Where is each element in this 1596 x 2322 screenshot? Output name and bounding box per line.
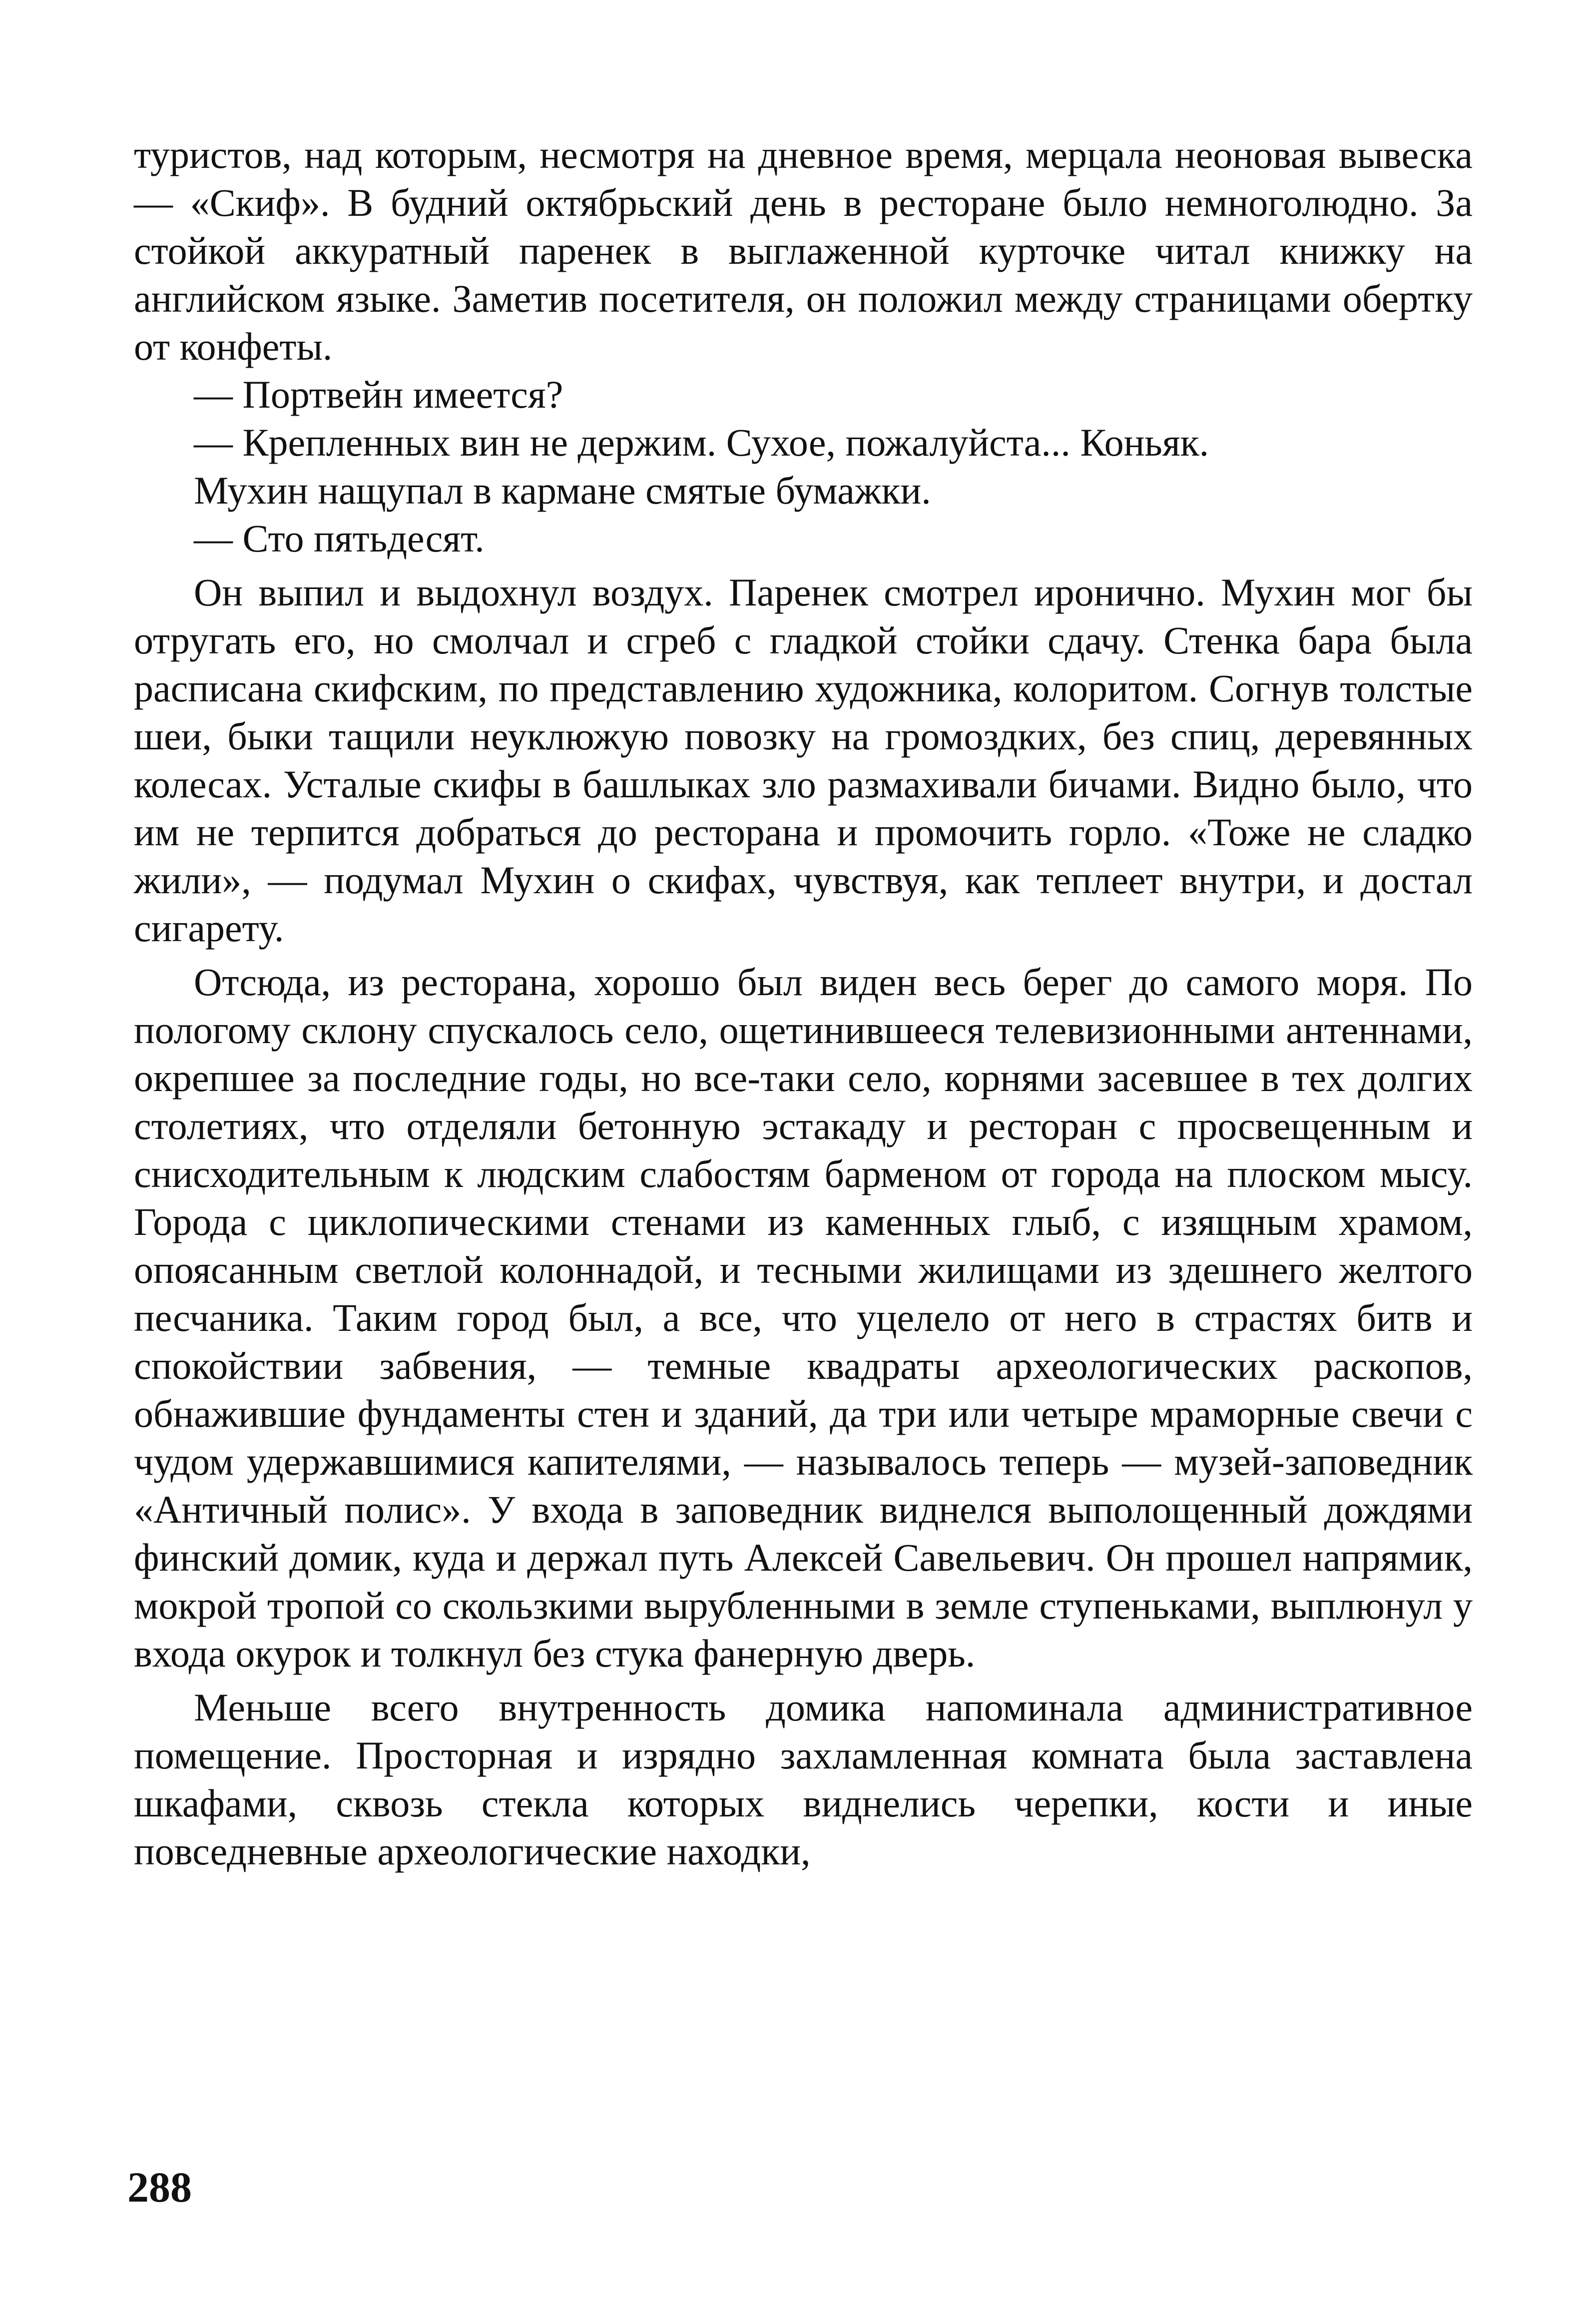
dialogue-line: — Крепленных вин не держим. Сухое, пожалуйста... Коньяк. <box>194 421 1209 464</box>
paragraph: Меньше всего внутренность домика напоминала административное помещение. Просторная и изрядно захламленная комната была заставлена шкафами, сквозь стекла которых виднелись черепки, кости и иные повседневные археологические находки, <box>134 1686 1473 1873</box>
paragraph: Мухин нащупал в кармане смятые бумажки. <box>194 469 931 512</box>
dialogue-line: — Сто пятьдесят. <box>194 517 485 560</box>
page-number: 288 <box>127 2163 192 2211</box>
paragraph: Отсюда, из ресторана, хорошо был виден весь берег до самого моря. По пологому склону спускалось село, ощетинившееся телевизионными антеннами, окрепшее за последние годы, но все-таки село, корнями засевшее в тех долгих столетиях, что отделяли бетонную эстакаду и ресторан с просвещенным и снисходительным к людским слабостям барменом от города на плоском мысу. Города с циклопическими стенами из каменных глыб, с изящным храмом, опоясанным светлой колоннадой, и тесными жилищами из здешнего желтого песчаника. Таким город был, а все, что уцелело от него в страстях битв и спокойствии забвения, — темные квадраты археологических раскопов, обнажившие фундаменты стен и зданий, да три или четыре мраморные свечи с чудом удержавшимися капителями, — называлось теперь — музей-заповедник «Античный полис». У входа в заповедник виднелся выполощенный дождями финский домик, куда и держал путь Алексей Савельевич. Он прошел напрямик, мокрой тропой со скользкими вырубленными в земле ступеньками, выплюнул у входа окурок и толкнул без стука фанерную дверь. <box>134 960 1473 1675</box>
body-text <box>134 131 1473 1875</box>
dialogue-line: — Портвейн имеется? <box>194 373 563 416</box>
paragraph: Он выпил и выдохнул воздух. Паренек смотрел иронично. Мухин мог бы отругать его, но смолчал и сгреб с гладкой стойки сдачу. Стенка бара была расписана скифским, по представлению художника, колоритом. Согнув толстые шеи, быки тащили неуклюжую повозку на громоздких, без спиц, деревянных колесах. Усталые скифы в башлыках зло размахивали бичами. Видно было, что им не терпится добраться до ресторана и промочить горло. «Тоже не сладко жили», — подумал Мухин о скифах, чувствуя, как теплеет внутри, и достал сигарету. <box>134 571 1473 950</box>
paragraph-continuation: туристов, над которым, несмотря на дневное время, мерцала неоновая вывеска — «Скиф». В будний октябрьский день в ресторане было немноголюдно. За стойкой аккуратный паренек в выглаженной курточке читал книжку на английском языке. Заметив посетителя, он положил между страницами обертку от конфеты. <box>134 133 1473 368</box>
